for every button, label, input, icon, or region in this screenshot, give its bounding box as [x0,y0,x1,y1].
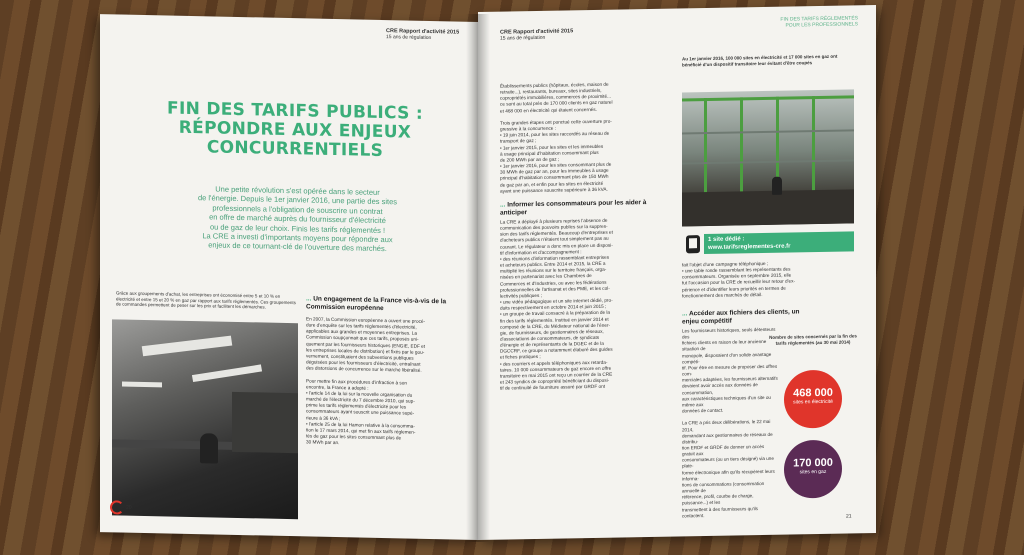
col1-body [500,217,672,392]
stat-label: sites en électricité [793,398,833,406]
col2-top [682,259,854,299]
warehouse-photo [682,89,854,226]
section-header-line: POUR LES PROFESSIONNELS [785,21,858,29]
section-body-engagement [306,316,471,449]
body-line: En 2007, la Commission européenne a ouvert une procé- [306,316,426,324]
body-line: transport de gaz ; [500,138,537,145]
body-line: • 1er janvier 2015, pour les sites et les immeubles [500,143,604,151]
body-line: devaient avoir accès aux données de consommation, [682,382,758,396]
intro-paragraph [155,183,440,255]
body-line: retraite...), restaurants, bureaux, sites industriels, [500,87,602,95]
body-line: gie, de fournisseurs, de gestionnaires de réseaux, [500,328,604,336]
body-line: ayant une puissance souscrite supérieure à 36 kVA. [500,186,608,194]
website-url[interactable]: www.tarifsreglementes-cre.fr [708,243,791,251]
body-line: Établissements publics (hôpitaux, écoles, maison de [500,81,609,89]
body-line: communication des pouvoirs publics sur la suppres- [500,223,608,231]
page-number-left: 20 [126,504,132,511]
header-subtitle: 15 ans de régulation [500,34,546,42]
body-line: de gaz par an, et enfin pour les sites en électricité [500,180,604,188]
body-line: à usage principal d'habitation consommant plus [500,149,599,157]
body-line: quement par les fournisseurs historiques (ENGIE, EDF et [306,341,426,349]
body-line: référence, profil, courbe de charge, puissance...) et les [682,493,754,506]
body-line: La CRE a pris deux délibérations, le 22 mai 2014, [682,419,771,432]
left-page [100,14,478,540]
body-line: • une vidéo pédagogique et un site internet dédié, pro- [500,297,613,305]
intro-line: La CRE a investi d'importants moyens pour répondre aux [202,231,393,245]
body-line: et 243 syndics de copropriété bénéficiant du disposi- [500,377,610,385]
left-page-header [386,28,459,42]
col1-intro [500,81,672,195]
body-line: • un groupe de travail consacré à la préparation de la [500,310,611,317]
stats-label: Nombre de sites concernés par la fin des tarifs réglementés (au 30 mai 2014) [769,333,857,346]
body-line: composé de la CRE, du Médiateur national de l'éner- [500,322,611,330]
body-line: tion le 17 mars 2014, qui met fin aux tarifs réglemen- [306,427,416,435]
section-heading-fichiers: ... Accéder aux fichiers des clients, un enjeu compétitif [682,308,800,325]
body-line: prime les tarifs réglementés d'électricité pour les [306,402,407,410]
title-line: FIN DES TARIFS PUBLICS : [167,98,423,124]
body-line: fonctionnement des marchés de détail. [682,291,763,299]
photo-caption: Au 1er janvier 2016, 100 000 sites en électricité et 17 000 sites en gaz ont bénéficié d'un dispositif transitoire leur évitant d'être coupés [682,53,838,67]
right-page [478,5,876,540]
body-line: Trois grandes étapes ont ponctué cette ouverture pro- [500,118,612,126]
body-line: • une table ronde rassemblant les représentants des [682,266,791,274]
body-line: 30 MWh par an. [306,439,340,446]
body-line: périence et d'identifier leurs priorités en termes de [682,285,786,293]
body-line: Commission soupçonnait que ces tarifs, proposés uni- [306,334,419,343]
body-line: gressive à la concurrence : [500,125,557,132]
body-line: demandant aux gestionnaires de réseaux de distribu- [682,431,773,445]
header-subtitle: 15 ans de régulation [386,34,432,42]
body-line: multiplié les réunions sur le territoire français, orga- [500,267,607,274]
body-line: consommateurs. Organisée en septembre 2015, elle [682,272,792,280]
body-line: Commerces et d'Industries, ou avec les fédérations [500,279,607,287]
website-link[interactable] [704,231,854,254]
page-title [130,99,460,163]
stat-value: 468 000 [793,386,833,400]
tablet-icon [686,235,700,253]
body-line: et fiches pratiques ; [500,354,541,361]
right-page-header [500,28,573,41]
body-line: Les fournisseurs historiques, seuls détenteurs des [682,326,776,340]
body-line: aux caractéristiques techniques d'un site ou même aux [682,394,771,408]
intro-line: professionnels a l'obligation de souscrire un contrat [212,203,383,216]
section-heading-informer: ... Informer les consommateurs pour les aider à anticiper [500,199,647,217]
stat-gaz [784,440,842,499]
body-line: • l'article 25 de la loi Hamon relative à la consomma- [306,421,415,429]
body-line: • l'article 14 de la loi sur la nouvelle organisation du [306,390,413,398]
body-line: transmettent à des fournisseurs qu'ils contactent. [682,505,758,519]
body-line: taires. 10 000 consommateurs de gaz encore en offre [500,365,612,373]
stat-value: 170 000 [793,456,833,470]
body-line: nisées en partenariat avec les Chambres de [500,273,592,281]
stat-electricite [784,370,842,429]
intro-line: enjeux de ce tournant-clé de l'ouverture des marchés. [208,240,387,254]
body-line: tions de consommations (consommation annuelle de [682,480,765,494]
body-line: tif d'information et d'accompagnement : [500,248,582,256]
header-title: CRE Rapport d'activité 2015 [500,28,574,36]
body-line: d'associations de consommateurs, de syndicats [500,334,600,342]
header-title: CRE Rapport d'activité 2015 [386,28,460,36]
body-line: applicables aux grandes et moyennes entreprises. La [306,328,418,337]
body-line: de 200 MWh par an de gaz ; [500,156,560,163]
body-line: et acheteurs publics. Entre 2014 et 2015, la CRE a [500,260,606,268]
photo-caption: Grâce aux groupements d'achat, les entreprises ont économisé entre 5 et 10 % en électricité et entre 15 et 20 % en gaz par rapport aux tarifs réglementés. Ces groupements de commandes permettent de peser sur les prix et facilitent les démarches. [116,290,296,310]
body-line: d'énergie et de représentants de la DGEC et de la [500,340,604,348]
body-line: merciales adaptées, les fournisseurs alternatifs [682,376,778,383]
title-line: CONCURRENTIELS [206,137,384,162]
body-line: • des courriers et appels téléphoniques aux retarda- [500,359,608,367]
body-line: déguisées pour les fournisseurs d'électricité, entraînant [306,359,421,367]
body-line: et 468 000 en électricité qui étaient concernés. [500,106,597,114]
body-line: rieure à 36 kVA ; [306,414,341,421]
title-line: RÉPONDRE AUX ENJEUX [178,117,412,143]
body-line: vernement, constituaient des subventions publiques [306,353,414,361]
body-line: Pour mettre fin aux procédures d'infraction à son [306,377,407,386]
section-header-right [748,15,858,29]
body-line: marché de l'électricité du 7 décembre 2010, qui sup- [306,396,415,404]
intro-line: ou de gaz de leur choix. Finis les tarifs réglementés ! [209,222,386,235]
office-photo [112,319,298,519]
page-number-right: 21 [846,513,852,520]
body-line: d'acheteurs publics n'étaient tout simplement pas au [500,236,609,244]
body-line: forme électronique afin qu'ils récupèrent leurs informa- [682,468,775,482]
body-line: fait l'objet d'une campagne téléphonique ; [682,260,769,268]
body-line: DGCCRF, ce groupe a notamment élaboré des guides [500,346,613,354]
body-line: tion ERDF et GRDF de donner un accès gratuit aux [682,443,765,457]
body-line: consommateurs (ou un tiers désigné) via une plate- [682,456,774,469]
body-line: duits respectivement en octobre 2014 et juin 2015 ; [500,303,607,311]
body-line: des distorsions de concurrence sur le marché libéralisé. [306,365,422,374]
body-line: tif. Pour être en mesure de proposer des offres com- [682,363,778,377]
body-line: courant. Le régulateur a donc mis en place un disposi- [500,242,613,250]
body-line: copropriétés immobilières, commerces de proximité... [500,93,611,101]
body-line: • des réunions d'information rassemblant entreprises [500,254,610,262]
body-line: • 1er janvier 2016, pour les sites consommant plus de [500,161,612,169]
body-line: professionnelles de l'artisanat et des PME, et les col- [500,285,610,293]
body-line: fut l'occasion pour la CRE de recueillir leur retour d'ex- [682,278,796,286]
body-line: tés de gaz pour les sites consommant plus de [306,433,402,441]
book-gutter [466,14,490,542]
col2-body [682,327,778,520]
body-line: sion des tarifs réglementés. Beaucoup d'entreprises et [500,229,613,237]
body-line: ce sont au total près de 170 000 clients en gaz naturel [500,100,613,108]
body-line: 30 MWh de gaz par an, pour les immeubles à usage [500,167,609,175]
intro-line: Une petite révolution s'est opérée dans le secteur [215,184,380,197]
body-line: dure d'enquête sur les tarifs réglementés d'électricité, [306,322,417,330]
body-line: consommateurs ayant souscrit une puissance supé- [306,408,415,417]
body-line: monopole, disposaient d'un solide avantage compéti- [682,351,772,365]
body-line: tif de continuité de fourniture assuré par GRDF ont [500,384,606,391]
callout-label: 1 site dédié : [708,236,745,243]
body-line: lectivités publiques ; [500,292,542,299]
intro-line: de l'énergie. Depuis le 1er janvier 2016, une partie des sites [197,193,398,207]
section-heading-engagement: ... Un engagement de la France vis-à-vis de la Commission européenne [306,295,447,312]
body-line: fin des tarifs réglementés. Institué en janvier 2014 et [500,316,609,324]
body-line: transitoire en mai 2015 ont reçu un courrier de la CRE [500,371,613,379]
body-line: fichiers clients en raison de leur ancienne situation de [682,339,767,352]
body-line: La CRE a déployé à plusieurs reprises l'absence de [500,217,608,225]
website-callout [686,230,858,257]
intro-line: en offre de marché auprès du fournisseur d'électricité [209,212,386,226]
body-line: • 19 juin 2014, pour les sites raccordés au réseau de [500,130,610,138]
section-header-line: FIN DES TARIFS RÉGLEMENTÉS [780,15,858,23]
body-line: données de contact. [682,407,724,414]
body-line: principal d'habitation consommant plus de 150 MWh [500,174,609,181]
body-line: encontre, la France a adopté : [306,384,369,391]
stat-label: sites en gaz [799,468,827,476]
cre-logo-icon [110,500,124,514]
body-line: les entreprises locales de distribution) et fixés par le gou- [306,347,425,355]
